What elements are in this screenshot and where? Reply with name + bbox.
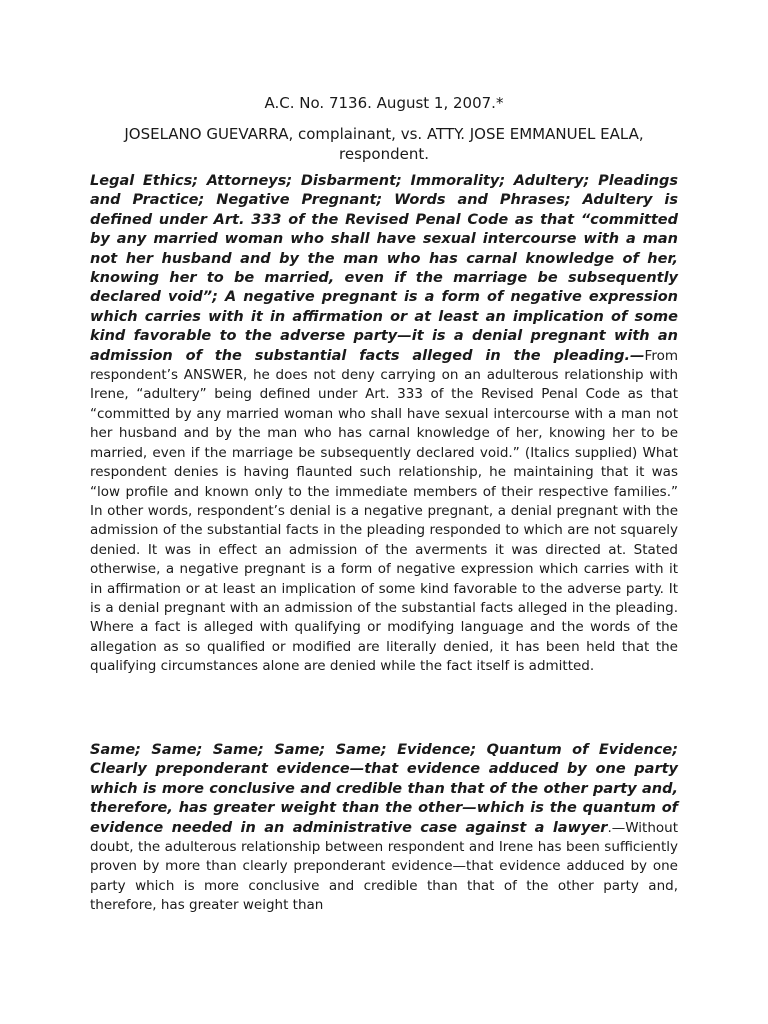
syllabus-body-2: .—Without doubt, the adulterous relationship between respondent and Irene has been sufficiently proven by more than clearly preponderant evidence—that evidence adduced by one party which is more conclusive and credible than that of the other party and, therefore, has greater weight than	[90, 819, 678, 914]
syllabus-headnote-1: Legal Ethics; Attorneys; Disbarment; Immorality; Adultery; Pleadings and Practice; Negative Pregnant; Words and Phrases; Adultery is defined under Art. 333 of the Revised Penal Code as that “committed by any married woman who shall have sexual intercourse with a man not her husband and by the man who has carnal knowledge of her, knowing her to be married, even if the marriage be subsequently declared void”; A negative pregnant is a form of negative expression which carries with it in affirmation or at least an implication of some kind favorable to the adverse party—it is a denial pregnant with an admission of the substantial facts alleged in the pleading.—	[90, 173, 678, 364]
case-number-heading: A.C. No. 7136. August 1, 2007.*	[264, 94, 504, 112]
syllabus-headnote-2: Same; Same; Same; Same; Same; Evidence; Quantum of Evidence; Clearly preponderant evidence—that evidence adduced by one party which is more conclusive and credible than that of the other party and, therefore, has greater weight than the other—which is the quantum of evidence needed in an administrative case against a lawyer	[90, 742, 678, 836]
syllabus-paragraph-2	[90, 741, 678, 916]
syllabus-paragraph-1	[90, 172, 678, 677]
case-parties-heading: JOSELANO GUEVARRA, complainant, vs. ATTY. JOSE EMMANUEL EALA, respondent.	[124, 125, 644, 163]
syllabus-body-1: From respondent’s ANSWER, he does not deny carrying on an adulterous relationship with Irene, “adultery” being defined under Art. 333 of the Revised Penal Code as that “committed by any married woman who shall have sexual intercourse with a man not her husband and by the man who has carnal knowledge of her, knowing her to be married, even if the marriage be subsequently declared void.” (Italics supplied) What respondent denies is having flaunted such relationship, he maintaining that it was “low profile and known only to the immediate members of their respective families.” In other words, respondent’s denial is a negative pregnant, a denial pregnant with the admission of the substantial facts in the pleading responded to which are not squarely denied. It was in effect an admission of the averments it was directed at. Stated otherwise, a negative pregnant is a form of negative expression which carries with it in affirmation or at least an implication of some kind favorable to the adverse party. It is a denial pregnant with an admission of the substantial facts alleged in the pleading. Where a fact is alleged with qualifying or modifying language and the words of the allegation as so qualified or modified are literally denied, it has been held that the qualifying circumstances alone are denied while the fact itself is admitted.	[90, 347, 678, 675]
